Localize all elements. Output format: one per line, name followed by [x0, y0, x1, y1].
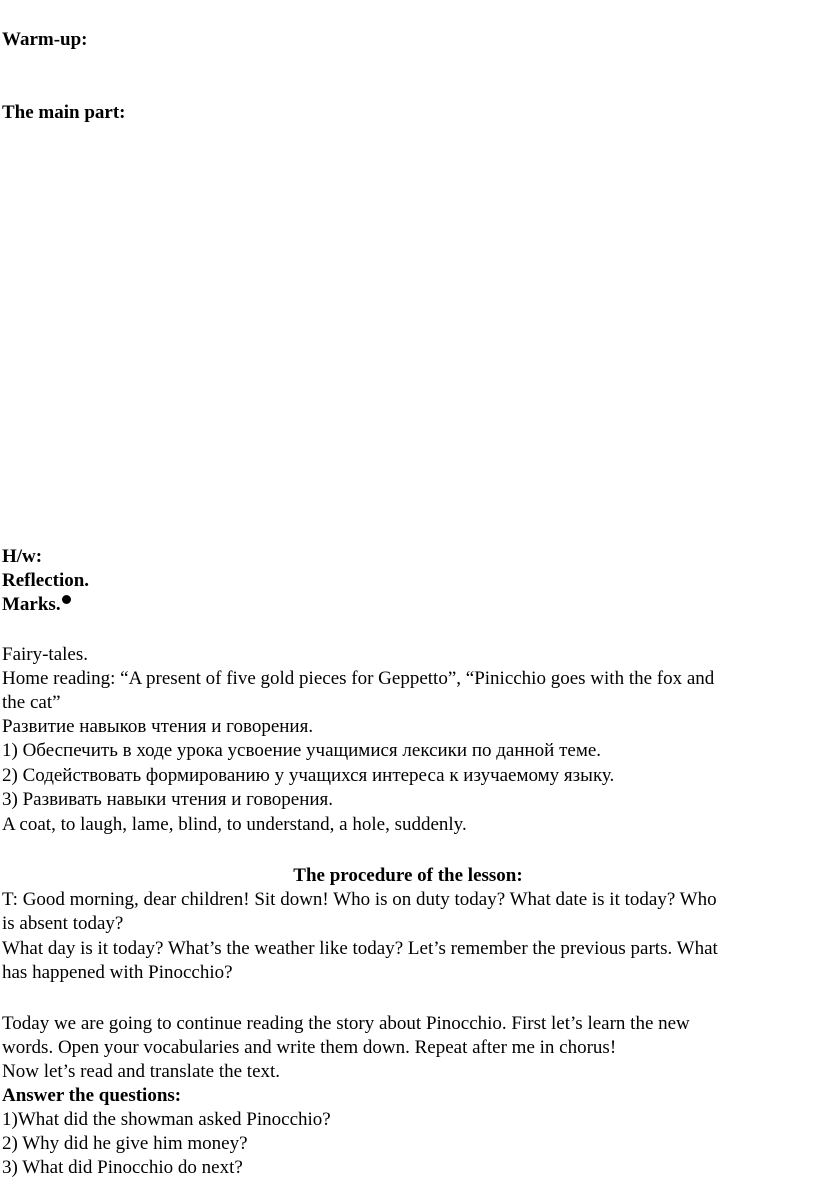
home-reading-line-1: Home reading: “A present of five gold pieces for Geppetto”, “Pinicchio goes with the fox and: [2, 668, 715, 689]
questions-line-1: What day is it today? What’s the weather like today? Let’s remember the previous parts. What: [2, 938, 718, 959]
greeting-line-1: T: Good morning, dear children! Sit down! Who is on duty today? What date is it today? Who: [2, 889, 717, 910]
hw-heading: H/w:: [2, 546, 43, 567]
objective-2: 2) Содействовать формированию у учащихся интереса к изучаемому языку.: [2, 765, 615, 786]
marks-label: Marks.: [2, 594, 61, 615]
lesson-topic: Fairy-tales.: [2, 644, 89, 665]
question-3: 3) What did Pinocchio do next?: [2, 1157, 243, 1178]
main-part-heading: The main part:: [2, 102, 126, 123]
questions-line-2: has happened with Pinocchio?: [2, 962, 233, 983]
read-translate-line: Now let’s read and translate the text.: [2, 1061, 281, 1082]
today-line-2: words. Open your vocabularies and write them down. Repeat after me in chorus!: [2, 1037, 617, 1058]
greeting-line-2: is absent today?: [2, 913, 124, 934]
objective-3: 3) Развивать навыки чтения и говорения.: [2, 789, 334, 810]
objective-1: 1) Обеспечить в ходе урока усвоение учащимися лексики по данной теме.: [2, 740, 602, 761]
procedure-title: The procedure of the lesson:: [293, 865, 523, 886]
question-1: 1)What did the showman asked Pinocchio?: [2, 1109, 331, 1130]
reflection-heading: Reflection.: [2, 570, 90, 591]
home-reading-line-2: the cat”: [2, 692, 61, 713]
vocabulary-list: A coat, to laugh, lame, blind, to understand, a hole, suddenly.: [2, 814, 467, 835]
today-line-1: Today we are going to continue reading the story about Pinocchio. First let’s learn the new: [2, 1013, 690, 1034]
lesson-aim: Развитие навыков чтения и говорения.: [2, 716, 314, 737]
warmup-heading: Warm-up:: [2, 29, 88, 50]
answer-questions-heading: Answer the questions:: [2, 1085, 182, 1106]
bullet-icon: [62, 595, 71, 604]
marks-heading: [2, 593, 812, 617]
question-2: 2) Why did he give him money?: [2, 1133, 248, 1154]
